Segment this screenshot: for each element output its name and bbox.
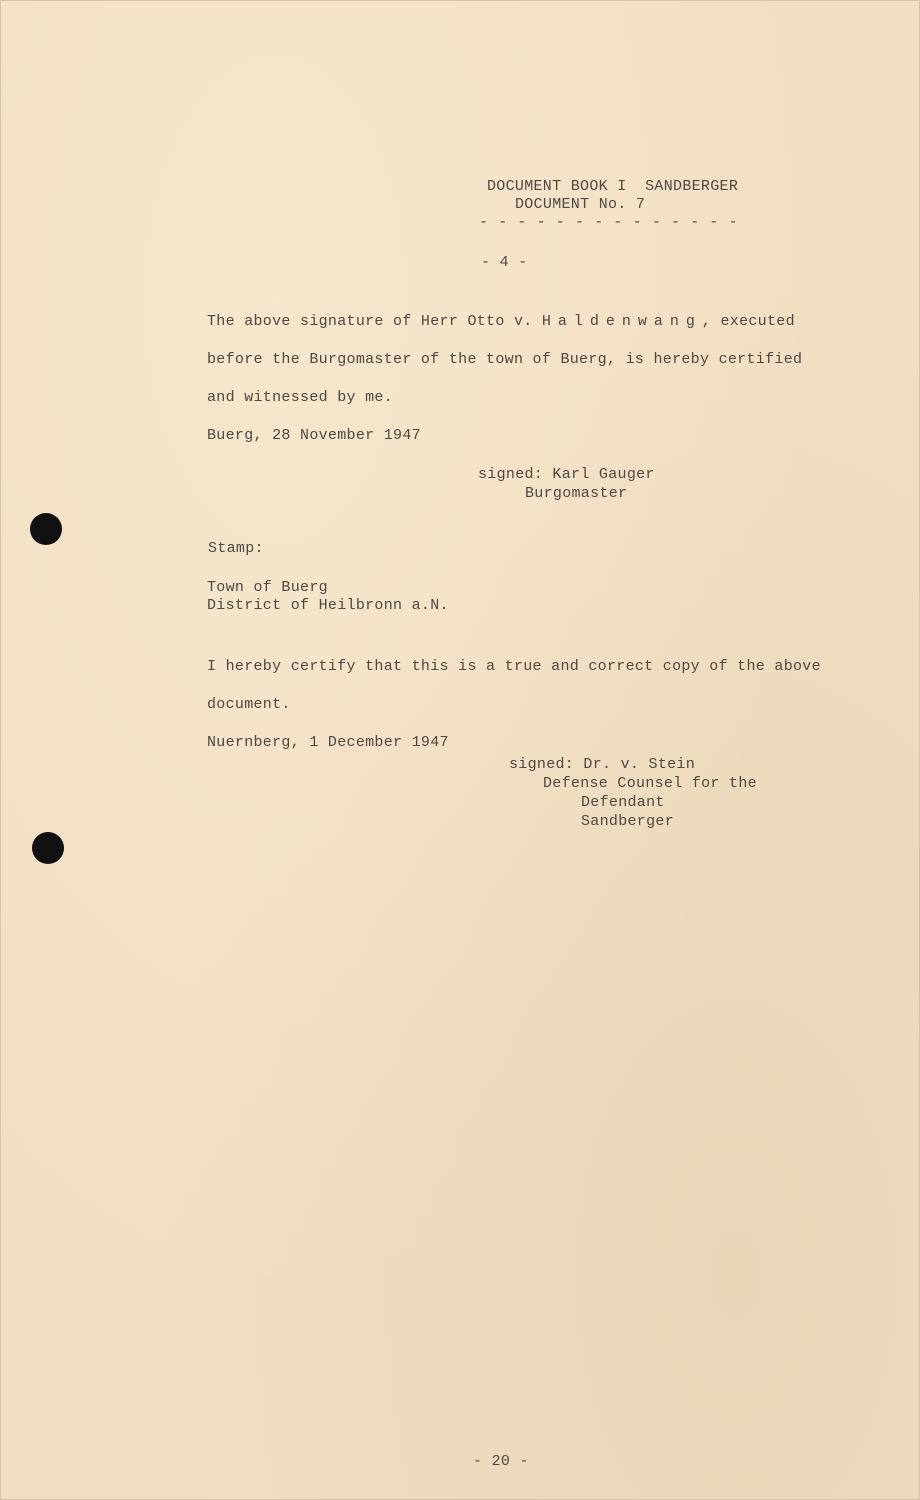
copy-certification-role-1: Defense Counsel for the xyxy=(543,775,757,792)
signatory-name: Haldenwang xyxy=(541,313,702,330)
heading-rule: - - - - - - - - - - - - - - xyxy=(479,214,739,231)
copy-certification-signed: signed: Dr. v. Stein xyxy=(509,756,696,773)
copy-certification-place-date: Nuernberg, 1 December 1947 xyxy=(207,734,449,751)
footer-page-number: - 20 - xyxy=(473,1453,529,1470)
punch-hole xyxy=(30,513,62,545)
document-number-heading: DOCUMENT No. 7 xyxy=(515,196,646,213)
certification-line-3: and witnessed by me. xyxy=(207,389,394,406)
copy-certification-line-1: I hereby certify that this is a true and correct copy of the above xyxy=(207,658,821,675)
copy-certification-role-2: Defendant xyxy=(581,794,665,811)
page-number: - 4 - xyxy=(481,254,528,271)
document-book-heading: DOCUMENT BOOK I SANDBERGER xyxy=(487,178,739,195)
copy-certification-line-2: document. xyxy=(207,696,291,713)
punch-hole xyxy=(32,832,64,864)
stamp-label: Stamp: xyxy=(208,540,264,557)
certification-signed: signed: Karl Gauger xyxy=(478,466,655,483)
certification-place-date: Buerg, 28 November 1947 xyxy=(207,427,421,444)
certification-line-2: before the Burgomaster of the town of Buerg, is hereby certified xyxy=(207,351,803,368)
certification-title: Burgomaster xyxy=(525,485,628,502)
stamp-line-1: Town of Buerg xyxy=(207,579,328,596)
copy-certification-role-3: Sandberger xyxy=(581,813,675,830)
certification-line-1: The above signature of Herr Otto v. Haldenwang, executed xyxy=(207,313,795,330)
stamp-line-2: District of Heilbronn a.N. xyxy=(207,597,449,614)
